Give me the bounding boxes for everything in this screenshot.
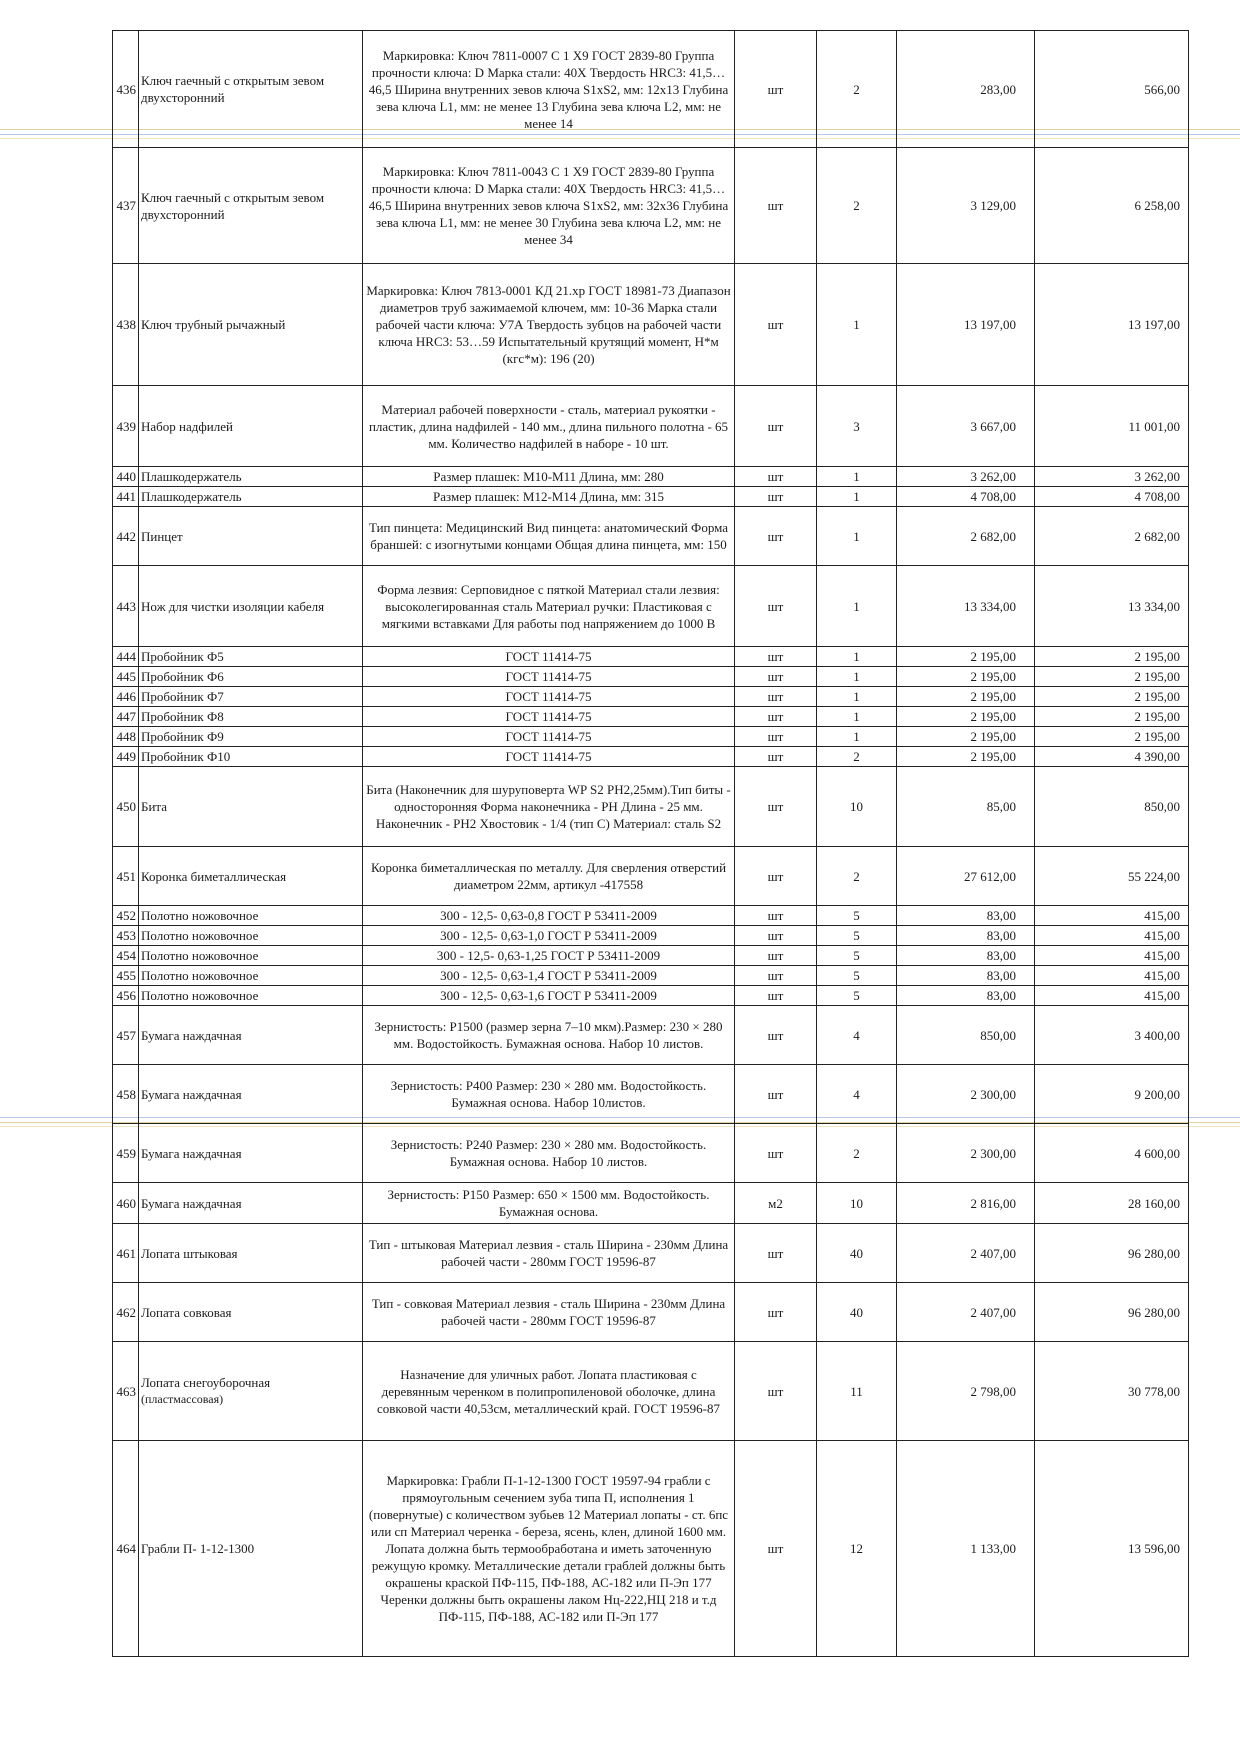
item-description: ГОСТ 11414-75 bbox=[363, 647, 735, 667]
item-quantity: 40 bbox=[817, 1224, 897, 1283]
item-unit: шт bbox=[735, 986, 817, 1006]
row-number: 437 bbox=[113, 148, 139, 264]
row-number: 451 bbox=[113, 847, 139, 906]
item-name: Бумага наждачная bbox=[139, 1006, 363, 1065]
table-row bbox=[113, 386, 1189, 467]
item-total: 13 596,00 bbox=[1035, 1441, 1189, 1657]
item-quantity: 5 bbox=[817, 926, 897, 946]
item-price: 850,00 bbox=[897, 1006, 1035, 1065]
item-total: 96 280,00 bbox=[1035, 1224, 1189, 1283]
item-quantity: 5 bbox=[817, 986, 897, 1006]
item-unit: шт bbox=[735, 667, 817, 687]
item-price: 2 682,00 bbox=[897, 507, 1035, 566]
item-description: Маркировка: Ключ 7811-0043 С 1 Х9 ГОСТ 2839-80 Группа прочности ключа: D Марка стали: 40Х Твердость HRC3: 41,5…46,5 Ширина внутренних зевов ключа S1xS2, мм: 32x36 Глубина зева ключа L1, мм: не менее 30 Глубина зева ключа L2, мм: не менее 34 bbox=[363, 148, 735, 264]
item-total: 28 160,00 bbox=[1035, 1183, 1189, 1224]
item-unit: шт bbox=[735, 1342, 817, 1441]
table-row bbox=[113, 966, 1189, 986]
item-name: Ключ гаечный с открытым зевом двухсторонний bbox=[139, 148, 363, 264]
item-quantity: 1 bbox=[817, 467, 897, 487]
item-price: 2 407,00 bbox=[897, 1224, 1035, 1283]
item-quantity: 5 bbox=[817, 966, 897, 986]
row-number: 459 bbox=[113, 1124, 139, 1183]
item-unit: шт bbox=[735, 1124, 817, 1183]
item-name: Пробойник Ф5 bbox=[139, 647, 363, 667]
item-price: 83,00 bbox=[897, 966, 1035, 986]
item-description: Бита (Наконечник для шуруповерта WP S2 PH2,25мм).Тип биты - односторонняя Форма наконечника - PH Длина - 25 мм. Наконечник - PH2 Хвостовик - 1/4 (тип C) Материал: сталь S2 bbox=[363, 767, 735, 847]
item-description: Маркировка: Грабли П-1-12-1300 ГОСТ 19597-94 грабли с прямоугольным сечением зуба типа П, исполнения 1 (повернутые) с количеством зубьев 12 Материал лопаты - ст. 6пс или сп Материал черенка - береза, ясень, клен, длиной 1600 мм. Лопата должна быть термообработана и иметь заточенную режущую кромку. Металлические детали граблей должны быть окрашены краской ПФ-115, ПФ-188, АС-182 или П-Эп 177 Черенки должны быть окрашены лаком Нц-222,НЦ 218 и т.д ПФ-115, ПФ-188, АС-182 или П-Эп 177 bbox=[363, 1441, 735, 1657]
item-description: Зернистость: P240 Размер: 230 × 280 мм. Водостойкость. Бумажная основа. Набор 10 листов. bbox=[363, 1124, 735, 1183]
item-unit: м2 bbox=[735, 1183, 817, 1224]
table-row bbox=[113, 747, 1189, 767]
item-description: 300 - 12,5- 0,63-1,6 ГОСТ Р 53411-2009 bbox=[363, 986, 735, 1006]
item-total: 30 778,00 bbox=[1035, 1342, 1189, 1441]
item-name: Бумага наждачная bbox=[139, 1065, 363, 1124]
row-number: 449 bbox=[113, 747, 139, 767]
row-number: 454 bbox=[113, 946, 139, 966]
item-quantity: 1 bbox=[817, 707, 897, 727]
item-name-main: Лопата снегоуборочная bbox=[141, 1375, 271, 1390]
item-name: Плашкодержатель bbox=[139, 467, 363, 487]
item-price: 2 816,00 bbox=[897, 1183, 1035, 1224]
item-price: 3 129,00 bbox=[897, 148, 1035, 264]
item-description: Маркировка: Ключ 7813-0001 КД 21.хр ГОСТ 18981-73 Диапазон диаметров труб зажимаемой ключем, мм: 10-36 Марка стали рабочей части ключа: У7А Твердость зубцов на рабочей части ключа HRC3: 53…59 Испытательный крутящий момент, Н*м (кгс*м): 196 (20) bbox=[363, 264, 735, 386]
table-row bbox=[113, 1441, 1189, 1657]
item-total: 4 600,00 bbox=[1035, 1124, 1189, 1183]
item-name: Нож для чистки изоляции кабеля bbox=[139, 566, 363, 647]
row-number: 453 bbox=[113, 926, 139, 946]
row-number: 443 bbox=[113, 566, 139, 647]
item-unit: шт bbox=[735, 1006, 817, 1065]
item-description: Коронка биметаллическая по металлу. Для сверления отверстий диаметром 22мм, артикул -417558 bbox=[363, 847, 735, 906]
item-price: 2 195,00 bbox=[897, 647, 1035, 667]
item-unit: шт bbox=[735, 264, 817, 386]
item-quantity: 4 bbox=[817, 1006, 897, 1065]
item-name: Пробойник Ф7 bbox=[139, 687, 363, 707]
item-description: Зернистость: P400 Размер: 230 × 280 мм. Водостойкость. Бумажная основа. Набор 10листов. bbox=[363, 1065, 735, 1124]
item-price: 83,00 bbox=[897, 946, 1035, 966]
table-row bbox=[113, 707, 1189, 727]
item-price: 83,00 bbox=[897, 986, 1035, 1006]
item-total: 415,00 bbox=[1035, 926, 1189, 946]
row-number: 438 bbox=[113, 264, 139, 386]
row-number: 452 bbox=[113, 906, 139, 926]
table-row bbox=[113, 946, 1189, 966]
item-total: 2 195,00 bbox=[1035, 667, 1189, 687]
item-name: Бумага наждачная bbox=[139, 1183, 363, 1224]
table-row bbox=[113, 507, 1189, 566]
item-name: Пробойник Ф10 bbox=[139, 747, 363, 767]
item-price: 13 334,00 bbox=[897, 566, 1035, 647]
item-unit: шт bbox=[735, 1065, 817, 1124]
item-description: ГОСТ 11414-75 bbox=[363, 687, 735, 707]
item-price: 4 708,00 bbox=[897, 487, 1035, 507]
table-row bbox=[113, 667, 1189, 687]
item-description: 300 - 12,5- 0,63-1,0 ГОСТ Р 53411-2009 bbox=[363, 926, 735, 946]
item-price: 2 195,00 bbox=[897, 707, 1035, 727]
item-name: Полотно ножовочное bbox=[139, 966, 363, 986]
item-total: 2 195,00 bbox=[1035, 727, 1189, 747]
item-quantity: 2 bbox=[817, 747, 897, 767]
row-number: 457 bbox=[113, 1006, 139, 1065]
item-price: 283,00 bbox=[897, 31, 1035, 148]
item-description: Тип пинцета: Медицинский Вид пинцета: анатомический Форма браншей: с изогнутыми концами Общая длина пинцета, мм: 150 bbox=[363, 507, 735, 566]
item-price: 2 300,00 bbox=[897, 1065, 1035, 1124]
item-total: 2 195,00 bbox=[1035, 687, 1189, 707]
item-quantity: 10 bbox=[817, 1183, 897, 1224]
item-total: 3 262,00 bbox=[1035, 467, 1189, 487]
item-name: Лопата штыковая bbox=[139, 1224, 363, 1283]
item-name: Ключ гаечный с открытым зевом двухсторонний bbox=[139, 31, 363, 148]
item-description: ГОСТ 11414-75 bbox=[363, 747, 735, 767]
item-unit: шт bbox=[735, 507, 817, 566]
item-price: 2 798,00 bbox=[897, 1342, 1035, 1441]
item-quantity: 2 bbox=[817, 847, 897, 906]
item-price: 2 195,00 bbox=[897, 727, 1035, 747]
item-total: 2 682,00 bbox=[1035, 507, 1189, 566]
item-description: Тип - совковая Материал лезвия - сталь Ширина - 230мм Длина рабочей части - 280мм ГОСТ 19596-87 bbox=[363, 1283, 735, 1342]
row-number: 440 bbox=[113, 467, 139, 487]
table-row bbox=[113, 487, 1189, 507]
item-unit: шт bbox=[735, 847, 817, 906]
item-total: 415,00 bbox=[1035, 986, 1189, 1006]
item-unit: шт bbox=[735, 966, 817, 986]
row-number: 458 bbox=[113, 1065, 139, 1124]
item-unit: шт bbox=[735, 1283, 817, 1342]
item-description: ГОСТ 11414-75 bbox=[363, 707, 735, 727]
item-quantity: 40 bbox=[817, 1283, 897, 1342]
item-description: Зернистость: P1500 (размер зерна 7–10 мкм).Размер: 230 × 280 мм. Водостойкость. Бумажная основа. Набор 10 листов. bbox=[363, 1006, 735, 1065]
item-unit: шт bbox=[735, 687, 817, 707]
row-number: 446 bbox=[113, 687, 139, 707]
item-unit: шт bbox=[735, 946, 817, 966]
item-price: 2 195,00 bbox=[897, 747, 1035, 767]
item-quantity: 10 bbox=[817, 767, 897, 847]
table-row bbox=[113, 1224, 1189, 1283]
row-number: 444 bbox=[113, 647, 139, 667]
item-price: 2 195,00 bbox=[897, 687, 1035, 707]
item-unit: шт bbox=[735, 926, 817, 946]
row-number: 441 bbox=[113, 487, 139, 507]
item-price: 3 667,00 bbox=[897, 386, 1035, 467]
specification-table bbox=[112, 30, 1189, 1657]
item-unit: шт bbox=[735, 767, 817, 847]
item-name: Бумага наждачная bbox=[139, 1124, 363, 1183]
item-name: Полотно ножовочное bbox=[139, 926, 363, 946]
item-description: Размер плашек: М10-М11 Длина, мм: 280 bbox=[363, 467, 735, 487]
item-total: 850,00 bbox=[1035, 767, 1189, 847]
row-number: 460 bbox=[113, 1183, 139, 1224]
item-total: 11 001,00 bbox=[1035, 386, 1189, 467]
item-description: Маркировка: Ключ 7811-0007 С 1 Х9 ГОСТ 2839-80 Группа прочности ключа: D Марка стали: 40Х Твердость HRC3: 41,5…46,5 Ширина внутренних зевов ключа S1xS2, мм: 12x13 Глубина зева ключа L1, мм: не менее 13 Глубина зева ключа L2, мм: не менее 14 bbox=[363, 31, 735, 148]
table-row bbox=[113, 1006, 1189, 1065]
table-row bbox=[113, 31, 1189, 148]
item-description: 300 - 12,5- 0,63-1,25 ГОСТ Р 53411-2009 bbox=[363, 946, 735, 966]
item-name: Ключ трубный рычажный bbox=[139, 264, 363, 386]
item-name bbox=[139, 1342, 363, 1441]
table-row bbox=[113, 467, 1189, 487]
item-name: Пробойник Ф9 bbox=[139, 727, 363, 747]
item-price: 2 407,00 bbox=[897, 1283, 1035, 1342]
specification-table-wrapper bbox=[112, 30, 1188, 1657]
row-number: 456 bbox=[113, 986, 139, 1006]
row-number: 464 bbox=[113, 1441, 139, 1657]
item-total: 13 197,00 bbox=[1035, 264, 1189, 386]
row-number: 442 bbox=[113, 507, 139, 566]
item-unit: шт bbox=[735, 647, 817, 667]
item-quantity: 1 bbox=[817, 487, 897, 507]
table-row bbox=[113, 847, 1189, 906]
item-unit: шт bbox=[735, 31, 817, 148]
row-number: 447 bbox=[113, 707, 139, 727]
table-row bbox=[113, 687, 1189, 707]
item-price: 27 612,00 bbox=[897, 847, 1035, 906]
item-quantity: 2 bbox=[817, 148, 897, 264]
item-total: 415,00 bbox=[1035, 906, 1189, 926]
table-row bbox=[113, 1124, 1189, 1183]
item-unit: шт bbox=[735, 467, 817, 487]
item-unit: шт bbox=[735, 1224, 817, 1283]
item-price: 83,00 bbox=[897, 906, 1035, 926]
table-row bbox=[113, 1183, 1189, 1224]
item-quantity: 12 bbox=[817, 1441, 897, 1657]
item-price: 83,00 bbox=[897, 926, 1035, 946]
item-unit: шт bbox=[735, 906, 817, 926]
item-description: 300 - 12,5- 0,63-0,8 ГОСТ Р 53411-2009 bbox=[363, 906, 735, 926]
table-row bbox=[113, 264, 1189, 386]
table-row bbox=[113, 926, 1189, 946]
item-total: 2 195,00 bbox=[1035, 647, 1189, 667]
item-name: Бита bbox=[139, 767, 363, 847]
item-price: 2 195,00 bbox=[897, 667, 1035, 687]
table-row bbox=[113, 1065, 1189, 1124]
item-unit: шт bbox=[735, 1441, 817, 1657]
item-quantity: 1 bbox=[817, 667, 897, 687]
item-quantity: 1 bbox=[817, 647, 897, 667]
item-quantity: 3 bbox=[817, 386, 897, 467]
item-name: Полотно ножовочное bbox=[139, 946, 363, 966]
item-total: 415,00 bbox=[1035, 966, 1189, 986]
item-name: Полотно ножовочное bbox=[139, 986, 363, 1006]
item-total: 6 258,00 bbox=[1035, 148, 1189, 264]
item-quantity: 4 bbox=[817, 1065, 897, 1124]
item-name: Плашкодержатель bbox=[139, 487, 363, 507]
item-description: ГОСТ 11414-75 bbox=[363, 727, 735, 747]
table-row bbox=[113, 1342, 1189, 1441]
item-name: Полотно ножовочное bbox=[139, 906, 363, 926]
item-description: Назначение для уличных работ. Лопата пластиковая с деревянным черенком в полипропиленовой оболочке, длина совковой части 40,53см, металлический край. ГОСТ 19596-87 bbox=[363, 1342, 735, 1441]
item-quantity: 11 bbox=[817, 1342, 897, 1441]
table-row bbox=[113, 1283, 1189, 1342]
item-name: Пробойник Ф8 bbox=[139, 707, 363, 727]
item-quantity: 5 bbox=[817, 906, 897, 926]
row-number: 462 bbox=[113, 1283, 139, 1342]
table-row bbox=[113, 647, 1189, 667]
item-total: 415,00 bbox=[1035, 946, 1189, 966]
item-description: Тип - штыковая Материал лезвия - сталь Ширина - 230мм Длина рабочей части - 280мм ГОСТ 19596-87 bbox=[363, 1224, 735, 1283]
item-total: 566,00 bbox=[1035, 31, 1189, 148]
row-number: 455 bbox=[113, 966, 139, 986]
row-number: 463 bbox=[113, 1342, 139, 1441]
row-number: 448 bbox=[113, 727, 139, 747]
item-name: Лопата совковая bbox=[139, 1283, 363, 1342]
item-price: 1 133,00 bbox=[897, 1441, 1035, 1657]
item-quantity: 5 bbox=[817, 946, 897, 966]
item-total: 4 708,00 bbox=[1035, 487, 1189, 507]
table-row bbox=[113, 767, 1189, 847]
item-description: Зернистость: P150 Размер: 650 × 1500 мм. Водостойкость. Бумажная основа. bbox=[363, 1183, 735, 1224]
item-description: Форма лезвия: Серповидное с пяткой Материал стали лезвия: высоколегированная сталь Материал ручки: Пластиковая с мягкими вставками Для работы под напряжением до 1000 В bbox=[363, 566, 735, 647]
item-price: 3 262,00 bbox=[897, 467, 1035, 487]
item-quantity: 1 bbox=[817, 687, 897, 707]
table-row bbox=[113, 566, 1189, 647]
item-description: 300 - 12,5- 0,63-1,4 ГОСТ Р 53411-2009 bbox=[363, 966, 735, 986]
item-total: 3 400,00 bbox=[1035, 1006, 1189, 1065]
item-name: Набор надфилей bbox=[139, 386, 363, 467]
row-number: 436 bbox=[113, 31, 139, 148]
item-name-note: (пластмассовая) bbox=[141, 1392, 224, 1406]
item-total: 2 195,00 bbox=[1035, 707, 1189, 727]
table-row bbox=[113, 906, 1189, 926]
item-quantity: 1 bbox=[817, 264, 897, 386]
item-description: Материал рабочей поверхности - сталь, материал рукоятки - пластик, длина надфилей - 140 мм., длина пильного полотна - 65 мм. Количество надфилей в наборе - 10 шт. bbox=[363, 386, 735, 467]
item-quantity: 1 bbox=[817, 566, 897, 647]
item-quantity: 1 bbox=[817, 727, 897, 747]
item-total: 9 200,00 bbox=[1035, 1065, 1189, 1124]
item-total: 55 224,00 bbox=[1035, 847, 1189, 906]
table-body bbox=[113, 31, 1189, 1657]
item-unit: шт bbox=[735, 487, 817, 507]
item-unit: шт bbox=[735, 747, 817, 767]
item-unit: шт bbox=[735, 707, 817, 727]
table-row bbox=[113, 727, 1189, 747]
item-unit: шт bbox=[735, 148, 817, 264]
row-number: 461 bbox=[113, 1224, 139, 1283]
item-quantity: 2 bbox=[817, 1124, 897, 1183]
row-number: 450 bbox=[113, 767, 139, 847]
item-unit: шт bbox=[735, 386, 817, 467]
item-price: 85,00 bbox=[897, 767, 1035, 847]
item-description: ГОСТ 11414-75 bbox=[363, 667, 735, 687]
row-number: 439 bbox=[113, 386, 139, 467]
item-name: Пробойник Ф6 bbox=[139, 667, 363, 687]
row-number: 445 bbox=[113, 667, 139, 687]
item-unit: шт bbox=[735, 566, 817, 647]
item-quantity: 2 bbox=[817, 31, 897, 148]
item-name: Коронка биметаллическая bbox=[139, 847, 363, 906]
table-row bbox=[113, 986, 1189, 1006]
item-total: 96 280,00 bbox=[1035, 1283, 1189, 1342]
item-total: 4 390,00 bbox=[1035, 747, 1189, 767]
item-quantity: 1 bbox=[817, 507, 897, 566]
item-description: Размер плашек: М12-М14 Длина, мм: 315 bbox=[363, 487, 735, 507]
item-name: Пинцет bbox=[139, 507, 363, 566]
item-total: 13 334,00 bbox=[1035, 566, 1189, 647]
item-unit: шт bbox=[735, 727, 817, 747]
item-price: 2 300,00 bbox=[897, 1124, 1035, 1183]
table-row bbox=[113, 148, 1189, 264]
item-price: 13 197,00 bbox=[897, 264, 1035, 386]
item-name: Грабли П- 1-12-1300 bbox=[139, 1441, 363, 1657]
